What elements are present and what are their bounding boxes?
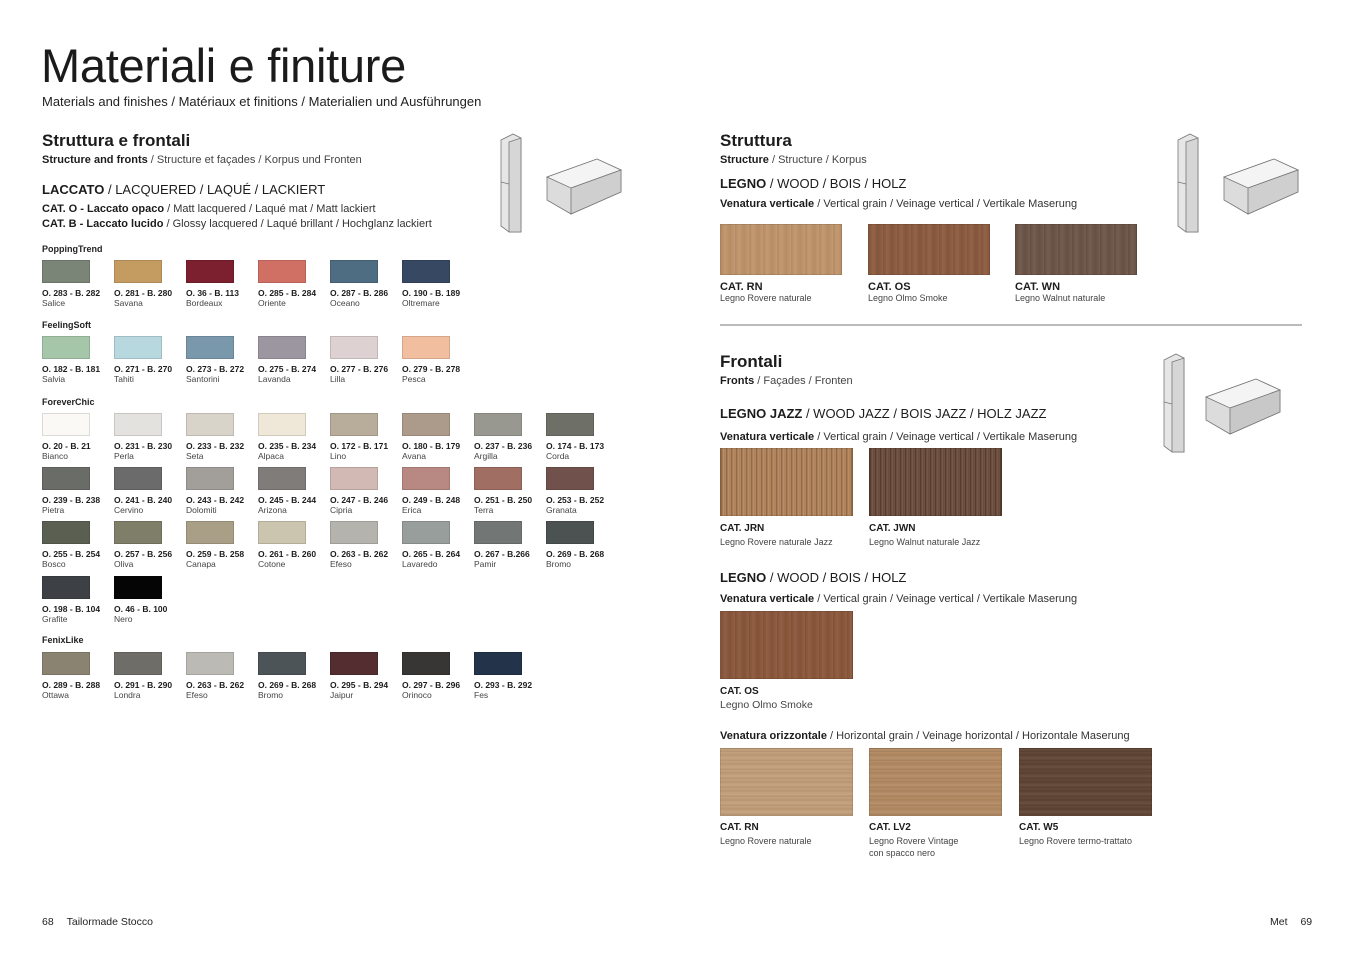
color-swatch — [474, 521, 522, 544]
swatch-name: Lavanda — [258, 374, 291, 384]
swatch-code: O. 249 - B. 248 — [402, 495, 461, 505]
jazz-grain-rest: / Vertical grain / Veinage vertical / Vertikale Maserung — [814, 431, 1078, 443]
struttura-sub-bold: Structure — [720, 154, 769, 166]
horiz-lv2-name2: con spacco nero — [869, 847, 936, 858]
page-subtitle: Materials and finishes / Matériaux et finitions / Materialien und Ausführungen — [42, 94, 482, 109]
jazz-heading — [720, 406, 1046, 421]
color-swatch-item — [114, 413, 180, 461]
horiz-rn-code: CAT. RN — [720, 822, 759, 833]
swatch-code: O. 295 - B. 294 — [330, 680, 389, 690]
legno-os-name: Legno Olmo Smoke — [720, 699, 813, 711]
swatch-code: O. 20 - B. 21 — [42, 441, 91, 451]
horiz-grain-bold: Venatura orizzontale — [720, 730, 827, 742]
color-swatch-item — [330, 652, 396, 700]
color-swatch — [114, 652, 162, 675]
swatch-code: O. 245 - B. 244 — [258, 495, 317, 505]
color-swatch — [402, 413, 450, 436]
color-swatch-item — [546, 521, 612, 569]
horiz-item-lv2 — [869, 822, 958, 859]
section-divider — [720, 324, 1302, 326]
laccato-heading — [42, 182, 325, 197]
laccato-bold: LACCATO — [42, 182, 105, 197]
color-swatch — [42, 260, 90, 283]
swatch-code: O. 231 - B. 230 — [114, 441, 173, 451]
color-swatch-item — [330, 413, 396, 461]
swatch-name: Oceano — [330, 298, 360, 308]
horiz-item-w5 — [1019, 822, 1132, 848]
color-swatch-item — [114, 260, 180, 308]
color-swatch-item — [330, 467, 396, 515]
swatch-code: O. 283 - B. 282 — [42, 288, 101, 298]
swatch-name: Salice — [42, 298, 66, 308]
swatch-name: Oltremare — [402, 298, 440, 308]
page-title: Materiali e finiture — [41, 39, 406, 92]
swatch-code: O. 46 - B. 100 — [114, 604, 168, 614]
group-label: ForeverChic — [42, 397, 95, 407]
color-swatch-item — [258, 652, 324, 700]
color-swatch-item — [258, 521, 324, 569]
struttura-wn-code: CAT. WN — [1015, 281, 1061, 293]
swatch-name: Efeso — [186, 690, 208, 700]
wood-swatch-frontali-os — [720, 611, 853, 679]
color-swatch-item — [546, 413, 612, 461]
swatch-name: Bromo — [258, 690, 284, 700]
jazz-jrn-code: CAT. JRN — [720, 523, 765, 534]
color-swatch — [186, 413, 234, 436]
group-label: PoppingTrend — [42, 244, 103, 254]
color-swatch-item — [402, 652, 468, 700]
color-swatch — [474, 652, 522, 675]
struttura-item-wn — [1015, 281, 1105, 305]
swatch-code: O. 180 - B. 179 — [402, 441, 461, 451]
swatch-code: O. 241 - B. 240 — [114, 495, 173, 505]
horiz-lv2-code: CAT. LV2 — [869, 822, 911, 833]
swatch-code: O. 293 - B. 292 — [474, 680, 533, 690]
swatch-code: O. 243 - B. 242 — [186, 495, 245, 505]
wood-swatch-horiz-rn — [720, 748, 853, 816]
color-swatch — [114, 336, 162, 359]
swatch-name: Londra — [114, 690, 141, 700]
swatch-name: Santorini — [186, 374, 220, 384]
footer-left-text: Tailormade Stocco — [66, 916, 153, 928]
color-swatch — [546, 413, 594, 436]
footer-right-text: Met — [1270, 916, 1288, 928]
swatch-code: O. 289 - B. 288 — [42, 680, 101, 690]
swatch-code: O. 267 - B.266 — [474, 549, 530, 559]
color-swatch-item — [258, 413, 324, 461]
struttura-rn-code: CAT. RN — [720, 281, 763, 293]
swatch-name: Pesca — [402, 374, 426, 384]
cabinet-illustration-frontali — [1158, 352, 1288, 454]
struttura-sub-rest: / Structure / Korpus — [768, 154, 867, 166]
footer-left-page: 68 — [42, 916, 54, 928]
color-swatch-item — [42, 576, 108, 624]
wood-swatch-struttura-wn — [1015, 224, 1137, 275]
horiz-lv2-name: Legno Rovere Vintage — [869, 836, 959, 846]
color-swatch — [546, 521, 594, 544]
swatch-name: Grafite — [42, 614, 68, 624]
swatch-name: Ottawa — [42, 690, 69, 700]
horiz-w5-name: Legno Rovere termo-trattato — [1019, 836, 1133, 846]
color-swatch-item — [186, 467, 252, 515]
color-swatch-item — [402, 467, 468, 515]
horiz-rn-name: Legno Rovere naturale — [720, 836, 812, 846]
legno-heading — [720, 570, 906, 585]
struttura-grain-bold: Venatura verticale — [720, 198, 815, 210]
swatch-name: Seta — [186, 451, 204, 461]
color-swatch-item — [42, 521, 108, 569]
jazz-jrn-name: Legno Rovere naturale Jazz — [720, 537, 833, 547]
horiz-grain-rest: / Horizontal grain / Veinage horizontal / Horizontale Maserung — [826, 730, 1130, 742]
section-title-struttura-frontali: Struttura e frontali — [42, 131, 191, 150]
swatch-name: Pietra — [42, 505, 65, 515]
swatch-code: O. 172 - B. 171 — [330, 441, 389, 451]
color-swatch — [402, 336, 450, 359]
color-swatch — [114, 260, 162, 283]
horiz-grain — [720, 730, 1130, 742]
color-swatch-item — [330, 521, 396, 569]
swatch-code: O. 285 - B. 284 — [258, 288, 317, 298]
color-swatch-item — [114, 467, 180, 515]
swatch-name: Alpaca — [258, 451, 284, 461]
swatch-code: O. 253 - B. 252 — [546, 495, 605, 505]
color-swatch — [114, 413, 162, 436]
section-subtitle-rest: / Structure et façades / Korpus und Fronten — [147, 154, 362, 166]
struttura-item-os — [868, 281, 948, 305]
color-swatch-item — [114, 576, 180, 624]
color-swatch — [474, 467, 522, 490]
color-swatch-item — [330, 260, 396, 308]
swatch-code: O. 265 - B. 264 — [402, 549, 461, 559]
color-swatch — [186, 652, 234, 675]
struttura-rn-name: Legno Rovere naturale — [720, 293, 812, 303]
cat-b-rest: / Glossy lacquered / Laqué brillant / Hochglanz lackiert — [163, 218, 432, 230]
color-swatch — [186, 336, 234, 359]
struttura-item-rn — [720, 281, 812, 305]
color-swatch-item — [474, 413, 540, 461]
swatch-name: Oriente — [258, 298, 286, 308]
jazz-item-jwn — [869, 523, 980, 549]
color-swatch-item — [186, 336, 252, 384]
footer-right — [1270, 916, 1312, 928]
swatch-code: O. 279 - B. 278 — [402, 364, 461, 374]
color-swatch — [42, 521, 90, 544]
cabinet-illustration-struttura — [1172, 132, 1302, 234]
color-swatch-item — [186, 652, 252, 700]
swatch-name: Cotone — [258, 559, 286, 569]
jazz-item-jrn — [720, 523, 833, 549]
wood-swatch-struttura-os — [868, 224, 990, 275]
color-swatch — [402, 652, 450, 675]
color-swatch-item — [474, 652, 540, 700]
color-swatch — [330, 336, 378, 359]
color-swatch-item — [186, 260, 252, 308]
jazz-rest: / WOOD JAZZ / BOIS JAZZ / HOLZ JAZZ — [802, 406, 1047, 421]
swatch-name: Erica — [402, 505, 422, 515]
color-swatch-item — [42, 467, 108, 515]
color-swatch-item — [402, 336, 468, 384]
swatch-name: Granata — [546, 505, 577, 515]
color-swatch — [114, 576, 162, 599]
jazz-grain — [720, 431, 1077, 443]
struttura-subtitle — [720, 154, 867, 166]
struttura-wn-name: Legno Walnut naturale — [1015, 293, 1106, 303]
section-subtitle — [42, 154, 362, 166]
color-swatch — [42, 652, 90, 675]
swatch-name: Pamir — [474, 559, 497, 569]
swatch-name: Cipria — [330, 505, 353, 515]
color-swatch-item — [114, 521, 180, 569]
color-swatch-item — [114, 652, 180, 700]
color-swatch — [330, 260, 378, 283]
swatch-name: Avana — [402, 451, 426, 461]
swatch-code: O. 287 - B. 286 — [330, 288, 389, 298]
frontali-sub-bold: Fronts — [720, 375, 755, 387]
swatch-name: Arizona — [258, 505, 287, 515]
color-swatch-item — [114, 336, 180, 384]
color-swatch — [258, 521, 306, 544]
color-swatch-item — [330, 336, 396, 384]
wood-swatch-horiz-lv2 — [869, 748, 1002, 816]
swatch-name: Efeso — [330, 559, 352, 569]
swatch-code: O. 251 - B. 250 — [474, 495, 533, 505]
color-swatch-item — [42, 413, 108, 461]
swatch-code: O. 273 - B. 272 — [186, 364, 245, 374]
swatch-name: Cervino — [114, 505, 144, 515]
color-swatch — [330, 521, 378, 544]
swatch-code: O. 269 - B. 268 — [546, 549, 605, 559]
cat-b-line — [42, 218, 432, 230]
swatch-code: O. 269 - B. 268 — [258, 680, 317, 690]
frontali-subtitle — [720, 375, 853, 387]
color-swatch-item — [258, 467, 324, 515]
swatch-code: O. 233 - B. 232 — [186, 441, 245, 451]
color-swatch — [330, 413, 378, 436]
legno-grain-rest: / Vertical grain / Veinage vertical / Vertikale Maserung — [814, 593, 1078, 605]
color-swatch — [186, 260, 234, 283]
color-swatch-item — [42, 336, 108, 384]
swatch-code: O. 190 - B. 189 — [402, 288, 461, 298]
wood-swatch-jazz-jwn — [869, 448, 1002, 516]
swatch-name: Lilla — [330, 374, 346, 384]
swatch-code: O. 281 - B. 280 — [114, 288, 173, 298]
swatch-code: O. 263 - B. 262 — [186, 680, 245, 690]
swatch-name: Orinoco — [402, 690, 432, 700]
swatch-code: O. 255 - B. 254 — [42, 549, 101, 559]
footer-left — [42, 916, 153, 928]
swatch-code: O. 182 - B. 181 — [42, 364, 101, 374]
swatch-name: Corda — [546, 451, 570, 461]
struttura-material-rest: / WOOD / BOIS / HOLZ — [766, 176, 907, 191]
color-swatch-item — [258, 336, 324, 384]
swatch-code: O. 291 - B. 290 — [114, 680, 173, 690]
legno-os-code: CAT. OS — [720, 686, 759, 697]
struttura-grain — [720, 198, 1077, 210]
color-swatch-item — [186, 521, 252, 569]
color-swatch — [42, 467, 90, 490]
swatch-code: O. 198 - B. 104 — [42, 604, 101, 614]
cat-o-rest: / Matt lacquered / Laqué mat / Matt lackiert — [164, 203, 376, 215]
color-swatch — [42, 413, 90, 436]
cat-o-line — [42, 203, 376, 215]
cat-b-bold: CAT. B - Laccato lucido — [42, 218, 164, 230]
color-swatch-item — [546, 467, 612, 515]
swatch-name: Lavaredo — [402, 559, 438, 569]
struttura-material — [720, 176, 906, 191]
swatch-code: O. 277 - B. 276 — [330, 364, 389, 374]
color-swatch-item — [474, 467, 540, 515]
color-swatch — [114, 467, 162, 490]
struttura-title: Struttura — [720, 131, 792, 150]
swatch-name: Dolomiti — [186, 505, 217, 515]
swatch-code: O. 239 - B. 238 — [42, 495, 101, 505]
color-swatch — [546, 467, 594, 490]
section-subtitle-bold: Structure and fronts — [42, 154, 148, 166]
swatch-name: Canapa — [186, 559, 216, 569]
cat-o-bold: CAT. O - Laccato opaco — [42, 203, 165, 215]
swatch-name: Oliva — [114, 559, 134, 569]
swatch-code: O. 247 - B. 246 — [330, 495, 389, 505]
group-label: FeelingSoft — [42, 320, 91, 330]
color-swatch-item — [402, 413, 468, 461]
jazz-bold: LEGNO JAZZ — [720, 406, 803, 421]
swatch-name: Bromo — [546, 559, 572, 569]
wood-swatch-horiz-w5 — [1019, 748, 1152, 816]
swatch-name: Bordeaux — [186, 298, 223, 308]
jazz-grain-bold: Venatura verticale — [720, 431, 815, 443]
swatch-name: Nero — [114, 614, 133, 624]
legno-item-os — [720, 686, 813, 713]
color-swatch — [330, 467, 378, 490]
swatch-name: Argilla — [474, 451, 498, 461]
color-swatch — [402, 521, 450, 544]
legno-grain-bold: Venatura verticale — [720, 593, 815, 605]
color-swatch-item — [42, 260, 108, 308]
footer-right-page: 69 — [1300, 916, 1313, 928]
color-swatch-item — [42, 652, 108, 700]
color-swatch — [42, 576, 90, 599]
swatch-name: Lino — [330, 451, 347, 461]
swatch-name: Bianco — [42, 451, 68, 461]
swatch-name: Savana — [114, 298, 143, 308]
horiz-item-rn — [720, 822, 812, 848]
color-swatch — [258, 652, 306, 675]
color-swatch-item — [402, 521, 468, 569]
color-swatch — [258, 336, 306, 359]
struttura-os-name: Legno Olmo Smoke — [868, 293, 948, 303]
jazz-jwn-name: Legno Walnut naturale Jazz — [869, 537, 981, 547]
swatch-code: O. 174 - B. 173 — [546, 441, 605, 451]
color-swatch — [474, 413, 522, 436]
group-label: FenixLike — [42, 635, 84, 645]
color-swatch — [258, 260, 306, 283]
swatch-code: O. 263 - B. 262 — [330, 549, 389, 559]
swatch-name: Perla — [114, 451, 134, 461]
legno-grain — [720, 593, 1077, 605]
struttura-material-bold: LEGNO — [720, 176, 767, 191]
swatch-code: O. 261 - B. 260 — [258, 549, 317, 559]
color-swatch — [258, 467, 306, 490]
color-swatch-item — [186, 413, 252, 461]
color-swatch — [42, 336, 90, 359]
frontali-sub-rest: / Façades / Fronten — [754, 375, 853, 387]
color-swatch — [402, 467, 450, 490]
cabinet-illustration-left — [495, 132, 625, 234]
legno-bold: LEGNO — [720, 570, 767, 585]
legno-rest: / WOOD / BOIS / HOLZ — [766, 570, 907, 585]
jazz-jwn-code: CAT. JWN — [869, 523, 916, 534]
swatch-name: Fes — [474, 690, 489, 700]
swatch-code: O. 275 - B. 274 — [258, 364, 317, 374]
color-swatch — [114, 521, 162, 544]
swatch-code: O. 259 - B. 258 — [186, 549, 245, 559]
swatch-code: O. 36 - B. 113 — [186, 288, 239, 298]
struttura-os-code: CAT. OS — [868, 281, 911, 293]
swatch-code: O. 237 - B. 236 — [474, 441, 533, 451]
swatch-name: Bosco — [42, 559, 66, 569]
horiz-w5-code: CAT. W5 — [1019, 822, 1059, 833]
color-swatch — [402, 260, 450, 283]
color-swatch — [258, 413, 306, 436]
color-swatch-item — [402, 260, 468, 308]
color-swatch — [330, 652, 378, 675]
color-swatch — [186, 467, 234, 490]
wood-swatch-struttura-rn — [720, 224, 842, 275]
swatch-code: O. 297 - B. 296 — [402, 680, 461, 690]
swatch-code: O. 257 - B. 256 — [114, 549, 173, 559]
color-swatch — [186, 521, 234, 544]
swatch-name: Terra — [474, 505, 494, 515]
color-swatch-item — [258, 260, 324, 308]
struttura-grain-rest: / Vertical grain / Veinage vertical / Vertikale Maserung — [814, 198, 1078, 210]
swatch-name: Salvia — [42, 374, 66, 384]
color-swatch-item — [474, 521, 540, 569]
swatch-code: O. 271 - B. 270 — [114, 364, 173, 374]
swatch-code: O. 235 - B. 234 — [258, 441, 317, 451]
frontali-title: Frontali — [720, 352, 783, 371]
laccato-rest: / LACQUERED / LAQUÉ / LACKIERT — [104, 182, 326, 197]
swatch-name: Jaipur — [330, 690, 354, 700]
swatch-name: Tahiti — [114, 374, 134, 384]
wood-swatch-jazz-jrn — [720, 448, 853, 516]
